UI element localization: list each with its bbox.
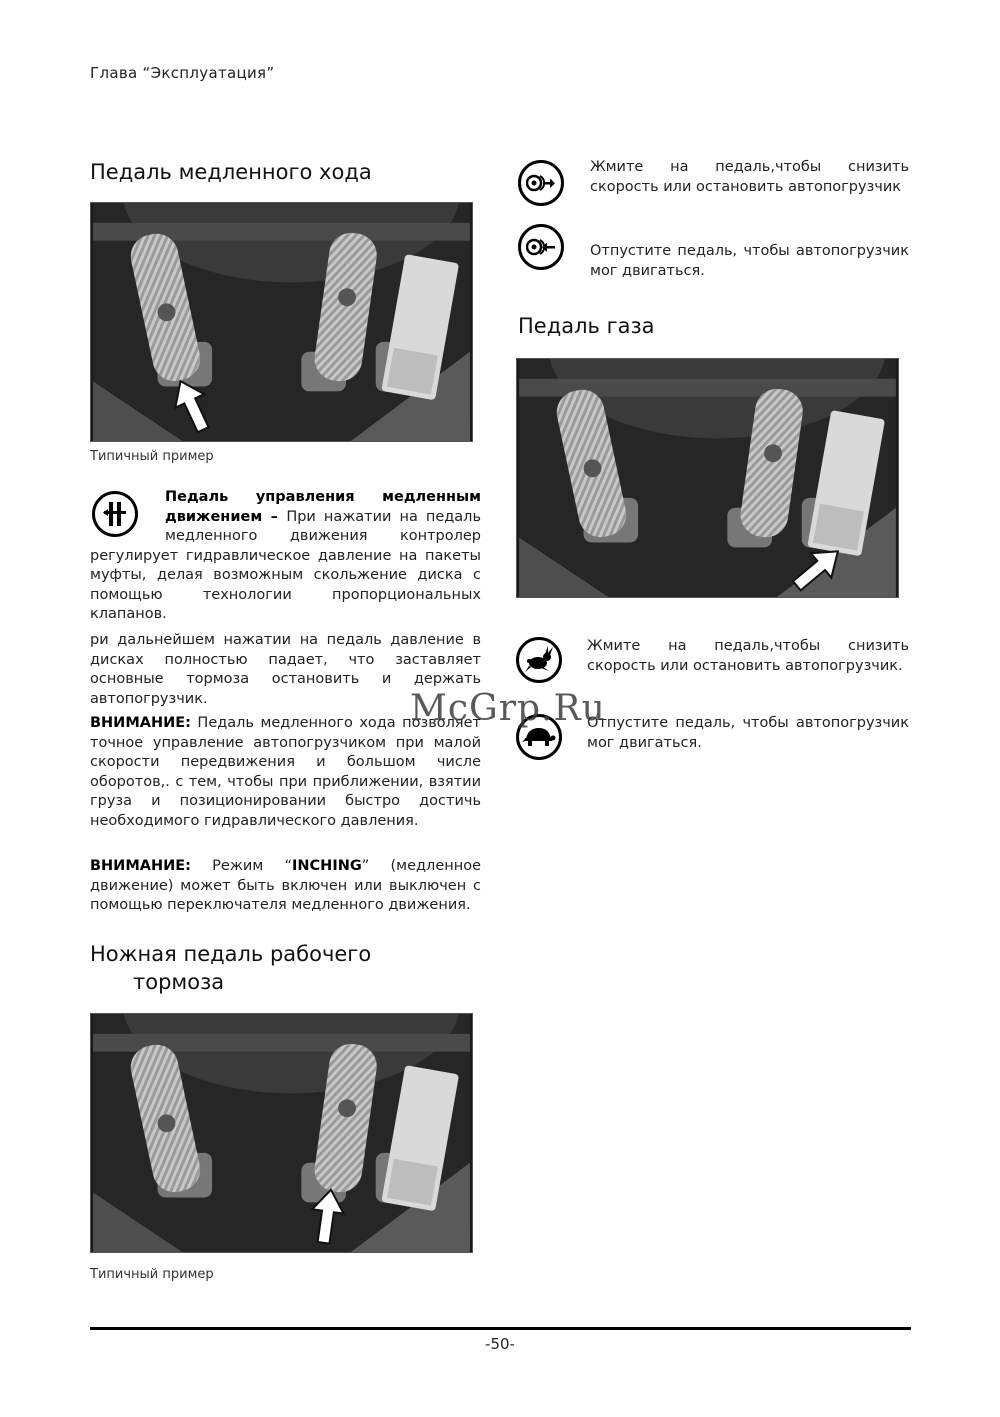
- inching-photo-caption: Типичный пример: [90, 449, 214, 464]
- warning-text: ” (медленное движение) может быть включен или выключен с помощью переключателя медленного движения.: [90, 858, 481, 913]
- section-title-brake-line2: тормоза: [133, 970, 225, 994]
- brake-release-icon: [518, 224, 564, 270]
- section-title-brake-line1: Ножная педаль рабочего: [90, 942, 372, 966]
- warning-label: ВНИМАНИЕ:: [90, 715, 191, 731]
- section-title-gas: Педаль газа: [518, 314, 655, 338]
- inching-mode-name: INCHING: [292, 858, 362, 874]
- inching-pedal-photo: [90, 202, 473, 442]
- brake-release-text: Отпустите педаль, чтобы автопогрузчик мог двигаться.: [590, 243, 909, 279]
- inching-paragraph-2: ри дальнейшем нажатии на педаль давление в дисках полностью падает, что заставляет основные тормоза остановить и держать автопогрузчик.: [90, 632, 481, 707]
- warning-text: Режим “: [190, 858, 293, 874]
- brake-pedal-photo: [90, 1013, 473, 1253]
- section-title-inching: Педаль медленного хода: [90, 160, 372, 184]
- chapter-header: Глава “Эксплуатация”: [90, 64, 275, 82]
- warning-text: Педаль медленного хода позволяет точное управление автопогрузчиком при малой скорости передвижения и большом числе оборотов,. с тем, чтобы при приближении, взятии груза и позиционировании быстро достичь необходимого гидравлического давления.: [90, 715, 481, 829]
- inching-warning-1: [90, 714, 481, 831]
- inching-lead-bold: Педаль управления медленным движением –: [165, 489, 481, 525]
- warning-label: ВНИМАНИЕ:: [90, 858, 191, 874]
- gas-pedal-photo: [516, 358, 899, 598]
- rabbit-icon: [516, 637, 562, 683]
- brake-press-icon: [518, 160, 564, 206]
- footer-divider: [90, 1327, 911, 1330]
- gas-release-text: Отпустите педаль, чтобы автопогрузчик мог двигаться.: [587, 715, 909, 751]
- brake-photo-caption: Типичный пример: [90, 1267, 214, 1282]
- brake-press-text: Жмите на педаль,чтобы снизить скорость или остановить автопогрузчик: [590, 159, 909, 195]
- inching-description: [90, 488, 481, 625]
- inching-lead-text: При нажатии на педаль медленного движения контролер регулирует гидравлическое давление на пакеты муфты, делая возможным скольжение диска с помощью технологии пропорциональных клапанов.: [90, 508, 481, 622]
- page-number: -50-: [485, 1335, 515, 1353]
- inching-warning-2: [90, 857, 481, 916]
- gas-press-text: Жмите на педаль,чтобы снизить скорость или остановить автопогрузчик.: [587, 638, 909, 674]
- watermark: McGrp.Ru: [410, 688, 606, 729]
